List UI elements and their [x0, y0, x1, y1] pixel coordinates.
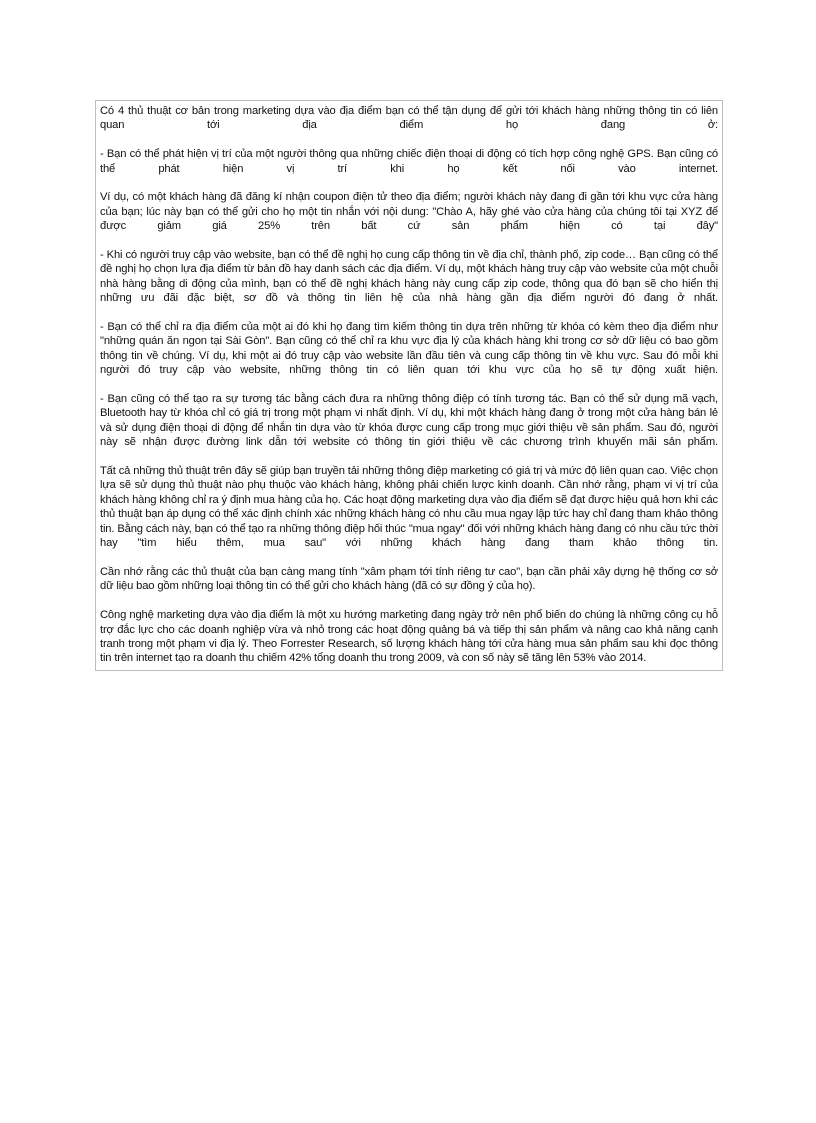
paragraph-summary: Tất cả những thủ thuật trên đây sẽ giúp bạn truyền tải những thông điệp marketing có giá trị và mức độ liên quan cao. Việc chọn lựa sẽ sử dụng thủ thuật nào phụ thuộc vào khách hàng, không phải chiến lược kinh doanh. Cần nhớ rằng, phạm vi vị trí của khách hàng không chỉ ra ý định mua hàng của họ. Các hoạt động marketing dựa vào địa điểm sẽ đạt được hiệu quả hơn khi các thủ thuật bạn áp dụng có thể xác định chính xác những khách hàng có nhu cầu mua ngay lập tức hay chỉ đang tham khảo thông tin. Bằng cách này, bạn có thể tạo ra những thông điệp hối thúc "mua ngay" đối với những khách hàng đang có nhu cầu tức thời hay "tìm hiểu thêm, mua sau" với những khách hàng đang tham khảo thông tin.: [100, 465, 718, 550]
paragraph-conclusion: Công nghệ marketing dựa vào địa điểm là một xu hướng marketing đang ngày trở nên phổ biến do chúng là những công cụ hỗ trợ đắc lực cho các doanh nghiệp vừa và nhỏ trong các hoạt động quảng bá và tiếp thị sản phẩm và nâng cao khả năng cạnh tranh trong một phạm vi địa lý. Theo Forrester Research, số lượng khách hàng tới cửa hàng mua sản phẩm sau khi đọc thông tin trên internet tạo ra doanh thu chiếm 42% tổng doanh thu trong 2009, và con số này sẽ tăng lên 53% vào 2014.: [100, 609, 718, 665]
paragraph-search-tip: - Bạn có thể chỉ ra địa điểm của một ai đó khi họ đang tìm kiếm thông tin dựa trên những từ khóa có kèm theo địa điểm như "những quán ăn ngon tại Sài Gòn". Bạn cũng có thể chỉ ra khu vực địa lý của khách hàng khi trong cơ sở dữ liệu có bao gồm thông tin về chúng. Ví dụ, khi một ai đó truy cập vào website lần đầu tiên và cung cấp thông tin về khu vực. Sau đó mỗi khi người đó truy cập vào website, những thông tin có liên quan tới khu vực của họ sẽ tự động xuất hiện.: [100, 321, 718, 377]
article-text-box: [95, 100, 723, 671]
paragraph-coupon-example: Ví dụ, có một khách hàng đã đăng kí nhận coupon điện tử theo địa điểm; người khách này đang đi gần tới khu vực cửa hàng của bạn; lúc này bạn có thể gửi cho họ một tin nhắn với nội dung: "Chào A, hãy ghé vào cửa hàng của chúng tôi tại XYZ để được giảm giá 25% trên bất cứ sản phẩm hiện có tại đây": [100, 191, 718, 233]
paragraph-interaction-tip: - Bạn cũng có thể tạo ra sự tương tác bằng cách đưa ra những thông điệp có tính tương tác. Bạn có thể sử dụng mã vạch, Bluetooth hay từ khóa chỉ có giá trị trong một phạm vi nhất định. Ví dụ, khi một khách hàng đang ở trong một cửa hàng bán lẻ và sử dụng điện thoại di động để nhắn tin dựa vào từ khóa được cung cấp trong mục giới thiệu về sản phẩm. Sau đó, người này sẽ nhận được đường link dẫn tới website có thông tin giới thiệu về các chương trình khuyến mãi sản phẩm.: [100, 393, 718, 449]
paragraph-privacy-note: Cần nhớ rằng các thủ thuật của bạn càng mang tính "xâm phạm tới tính riêng tư cao", bạn cần phải xây dựng hệ thống cơ sở dữ liệu bao gồm những loại thông tin có thể gửi cho khách hàng (đã có sự đồng ý của họ).: [100, 565, 718, 593]
paragraph-gps-tip: - Bạn có thể phát hiện vị trí của một người thông qua những chiếc điện thoại di động có tích hợp công nghệ GPS. Bạn cũng có thể phát hiện vị trí khi họ kết nối vào internet.: [100, 148, 718, 175]
paragraph-website-tip: - Khi có người truy cập vào website, bạn có thể đề nghị họ cung cấp thông tin về địa chỉ, thành phố, zip code… Bạn cũng có thể đề nghị họ chọn lựa địa điểm từ bản đồ hay danh sách các địa điểm. Ví dụ, một khách hàng truy cập vào website của một chuỗi nhà hàng bằng di động của mình, bạn có thể đề nghị khách hàng này cung cấp zip code, thông qua đó bạn sẽ cho hiển thị những ưu đãi đặc biệt, sơ đồ và thông tin liên hệ của nhà hàng gần địa điểm người đó đang ở nhất.: [100, 249, 718, 305]
paragraph-intro: Có 4 thủ thuật cơ bản trong marketing dựa vào địa điểm bạn có thể tận dụng để gửi tới khách hàng những thông tin có liên quan tới địa điểm họ đang ở:: [100, 105, 718, 132]
